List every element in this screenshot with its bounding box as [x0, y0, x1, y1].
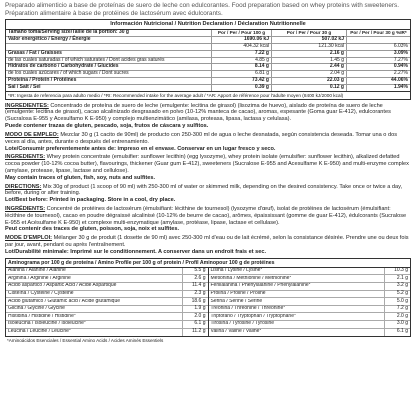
section-heading: MODE D'EMPLOI:: [5, 235, 53, 242]
amino-acid-name: Arginina / Arginine / Arginine: [8, 275, 71, 281]
amino-row: [209, 313, 411, 321]
amino-acid-value: 11.4 g: [182, 283, 208, 290]
amino-title: Aminograma por 100 g de proteína / Amino Profile per 100 g of protein / Profil Aminopour 100 g de protéines: [6, 259, 410, 268]
reference-intake-percent: [346, 37, 410, 43]
section-notice: Peut contenir des traces de gluten, poisson, soja, noix et sulfites.: [5, 226, 180, 233]
amino-column-right: [208, 268, 411, 336]
amino-acid-value: 2.0 g: [182, 313, 208, 320]
amino-column-left: [6, 268, 208, 336]
value-per-30g: 121.30 kcal: [271, 44, 346, 50]
reference-intake-percent: 1.94%: [346, 85, 410, 91]
amino-acid-value: 3.2 g: [384, 283, 410, 290]
amino-acid-name: Metionina / Methionine / Méthionine*: [210, 275, 292, 281]
nutrition-rows: [6, 37, 410, 91]
nutrient-label: Hidratos de carbono / Carbohydrate / Glucides: [8, 63, 119, 70]
value-per-30g: 2.16 g: [271, 51, 346, 57]
amino-acid-value: 5.0 g: [384, 298, 410, 305]
amino-acid-name: Prolina / Proline / Proline: [210, 290, 266, 296]
amino-acid-value: 10.3 g: [384, 268, 410, 275]
product-description: Preparado alimenticio a base de proteínas de suero de leche con edulcorantes. Food preparation based on whey proteins with sweeteners. Préparation alimentaire à base de protéines de lactosérum avec édulcorants.: [5, 2, 399, 17]
nutrition-table: [5, 19, 411, 99]
reference-intake-percent: 3.09%: [346, 51, 410, 57]
amino-row: [6, 291, 208, 299]
amino-acid-name: Serina / Serine / Serine: [210, 298, 263, 304]
value-per-100g: 0.39 g: [211, 85, 271, 91]
amino-row: [6, 306, 208, 314]
amino-acid-value: 2.6 g: [182, 275, 208, 282]
value-per-100g: 1690.06 kJ: [211, 37, 271, 43]
amino-acid-name: Valina / Valine / Valine*: [210, 329, 262, 335]
section-body: Mezclar 30 g (1 cacito de 90ml) de producto con 250-300 ml de agua o leche desnatada, según consistencia deseada. Tomar una o dos veces al día, antes, durante o después del entrenamiento.: [5, 131, 397, 145]
nutrient-label: Valor energético / Energy / Énergie: [8, 35, 91, 42]
reference-intake-percent: 2.27%: [346, 71, 410, 77]
amino-row: [209, 291, 411, 299]
label-section: [5, 235, 411, 255]
value-per-30g: 1.45 g: [271, 58, 346, 64]
amino-acid-value: 5.2 g: [384, 291, 410, 298]
amino-row: [6, 329, 208, 337]
nutrition-row: [6, 37, 410, 44]
per-30g-header: Por / Per / Pour 30 g: [271, 30, 346, 36]
amino-row: [6, 268, 208, 276]
section-body: Concentrado de proteína de suero de leche (emulgente: lecitina de girasol) (lisozima de huevo), aislado de proteína de suero de leche (emulgente: lecitina de girasol), cacao alcalinizado desgrasado en polvo (10-12% manteca de cacao), aromas, espesante (Goma guar E-412), edulcorantes (Sucralosa E-955 y Acesulfamo K E-950) y complejo multienzimático (amilasa, proteasa, lipasa, lactasa y celulasa).: [5, 102, 391, 123]
section-notice: May contain traces of gluten, fish, soy, nuts and sulfites.: [5, 174, 156, 181]
value-per-100g: 6.81 g: [211, 71, 271, 77]
amino-acid-name: Tirosina / Tyrosine / Tyrosine: [210, 321, 275, 327]
per-100g-header: Por / Per / Pour 100 g: [211, 30, 271, 36]
serving-size-label: Tamaño toma/Serving size/Taille de la portion: 30 g: [8, 28, 129, 35]
amino-acid-value: 6.1 g: [182, 321, 208, 328]
amino-acid-name: Isoleucina / Isoleucine / Isoleucine*: [8, 321, 86, 327]
section-body: Whey protein concentrate (emulsifier: sunflower lecithin) (egg lysozyme), whey protein isolate (emulsifier: sunflower lecithin), alkalized defatted cocoa powder (10-12% cocoa butter), flavourings, thickener (Guar gum E-412), sweeteners (Sucralose E-955 and Acesulfame K E-950) and multi-enzyme complex (amylase, protease, lipase, lactase and cellulose).: [5, 154, 409, 174]
amino-row: [6, 283, 208, 291]
reference-intake-percent: 6.03%: [346, 44, 410, 50]
value-per-100g: 73.42 g: [211, 78, 271, 84]
amino-acid-value: 1.9 g: [182, 306, 208, 313]
amino-acid-name: Fenilalanina / Phenylalanine / Phénylalanine*: [210, 283, 311, 289]
section-heading: INGREDIENTES:: [5, 102, 49, 109]
nutrient-label: Proteína / Protein / Protéines: [8, 77, 77, 84]
value-per-30g: 0.12 g: [271, 85, 346, 91]
nutrient-label: Grasas / Fat / Graisses: [8, 49, 62, 56]
section-body: Mélanger 30 g de produit (1 dosette de 90 ml) avec 250-300 ml d'eau ou de lait écrémé, selon la consistance désirée. Prendre une ou deux fois par jour, avant, pendant ou après l'entraînement.: [5, 235, 409, 249]
amino-table: [5, 258, 411, 337]
amino-row: [6, 313, 208, 321]
reference-intake-percent: 7.27%: [346, 58, 410, 64]
section-heading: INGRÉDIENTS:: [5, 206, 46, 213]
amino-acid-name: Triptófano / Tryptophan / Tryptophane*: [210, 313, 296, 319]
amino-acid-name: Glicina / Glycine / Glycine: [8, 306, 65, 312]
amino-acid-value: 2.0 g: [384, 313, 410, 320]
value-per-100g: 7.22 g: [211, 51, 271, 57]
label-section: [5, 154, 411, 181]
label-sections: [5, 103, 411, 256]
amino-acid-name: Alanina / Alanine / Alanine: [8, 268, 66, 274]
amino-acid-name: Treonina / Threonine / Thréonine*: [210, 306, 286, 312]
amino-acid-name: Lisina / Lysine / Lysine*: [210, 268, 263, 274]
amino-acid-value: 6.1 g: [384, 329, 410, 337]
amino-row: [209, 306, 411, 314]
section-heading: INGREDIENTS:: [5, 154, 46, 161]
amino-acid-value: 18.6 g: [182, 298, 208, 305]
value-per-30g: 507.02 kJ: [271, 37, 346, 43]
section-body: Concentré de protéines de lactosérum (émulsifiant: lécithine de tournesol) (lysozyme d'œuf), isolat de protéines de lactosérum (émulsifiant: lécithine de tournesol), cacao en poudre dégraissé alcalinisé (10-12% de beurre de cacao), arômes, épaississant (gomme de guar E-412), édulcorants (Sucralose E-955 et Acésulfame K E-950) et complexe multi-enzymatique (amylase, protéase, lipase, lactase et cellulase).: [5, 206, 407, 226]
amino-row: [209, 283, 411, 291]
label-section: [5, 206, 411, 233]
amino-row: [6, 298, 208, 306]
amino-row: [209, 321, 411, 329]
section-notice: Lot/Best before: Printed in packaging. Store in a cool, dry place.: [5, 197, 176, 204]
amino-acid-value: 3.0 g: [384, 321, 410, 328]
amino-acid-value: 7.2 g: [384, 306, 410, 313]
nutrition-row: [6, 44, 410, 51]
section-notice: Lote/Consumir preferentemente antes de: impreso en el envase. Conservar en un lugar fresco y seco.: [5, 145, 276, 152]
section-body: Mix 30g of product (1 scoop of 90 ml) with 250-300 ml of water or skimmed milk, depending on the desired consistency. Take once or twice a day, before, during or after training.: [5, 183, 403, 197]
amino-row: [209, 329, 411, 337]
reference-intake-percent: 0.94%: [346, 64, 410, 70]
amino-acid-name: Ácido glutámico / Glutamic acid / Acide glutamique: [8, 298, 120, 304]
label-section: [5, 132, 411, 152]
amino-row: [209, 298, 411, 306]
nutrition-title: Información Nutricional / Nutrition Declaration / Déclaration Nutritionnelle: [6, 20, 410, 30]
amino-acid-value: 5.5 g: [182, 268, 208, 275]
amino-acid-value: 11.2 g: [182, 329, 208, 337]
nutrition-row: [6, 78, 410, 85]
value-per-30g: 22.03 g: [271, 78, 346, 84]
nutrition-row: [6, 85, 410, 91]
nutrient-label: [6, 44, 211, 50]
section-heading: DIRECTIONS:: [5, 183, 42, 190]
amino-row: [209, 268, 411, 276]
amino-acid-name: Ácido aspártico / Aspartic Acid / Acide Aspartique: [8, 283, 117, 289]
value-per-30g: 2.44 g: [271, 64, 346, 70]
section-heading: MODO DE EMPLEO:: [5, 131, 59, 138]
value-per-30g: 2.04 g: [271, 71, 346, 77]
amino-acid-value: 2.1 g: [384, 275, 410, 282]
nutrient-label: de los cuales azúcares / of which sugars / Dont sucres: [8, 70, 129, 77]
reference-intake-percent: 44.06%: [346, 78, 410, 84]
amino-acid-name: Histidina / Histidine / Histidine*: [8, 313, 76, 319]
amino-grid: [6, 268, 410, 336]
amino-row: [6, 321, 208, 329]
nutrient-label: de las cuales saturadas / of which saturates / Dont acides gras saturés: [8, 56, 165, 63]
label-section: [5, 103, 411, 130]
amino-row: [6, 275, 208, 283]
amino-row: [209, 275, 411, 283]
amino-acid-name: Cisteína / Cysteine / Cystéine: [8, 290, 74, 296]
amino-acid-name: Leucina / Leucine / Leucine*: [8, 329, 71, 335]
value-per-100g: 404.32 kcal: [211, 44, 271, 50]
reference-intake-header: Por / Per / Pour 30 g %IR*: [346, 30, 410, 36]
nutrition-footnote: *IR: Ingesta de referencia para adulto medio / *RI: Recommended intake for the average adult / *AR: Apport de référence pour l'adulte moyen (8400 kJ/2000 kcal): [6, 91, 410, 99]
section-notice: Lot/Durabilité minimale: Imprimé sur le conditionnement. A conserver dans un endroit frais et sec.: [5, 248, 266, 255]
amino-acid-value: 2.3 g: [182, 291, 208, 298]
amino-footnote: *Aminoácidos Esenciales / Essential Amino Acids / Acides Aminés Essentiels: [7, 338, 164, 344]
value-per-100g: 8.14 g: [211, 64, 271, 70]
nutrient-label: Sal / Salt / Sel: [8, 84, 41, 91]
label-section: [5, 184, 411, 204]
section-notice: Puede contener trazas de gluten, pescado, soja, frutos de cáscara y sulfitos.: [5, 123, 209, 130]
value-per-100g: 4.85 g: [211, 58, 271, 64]
